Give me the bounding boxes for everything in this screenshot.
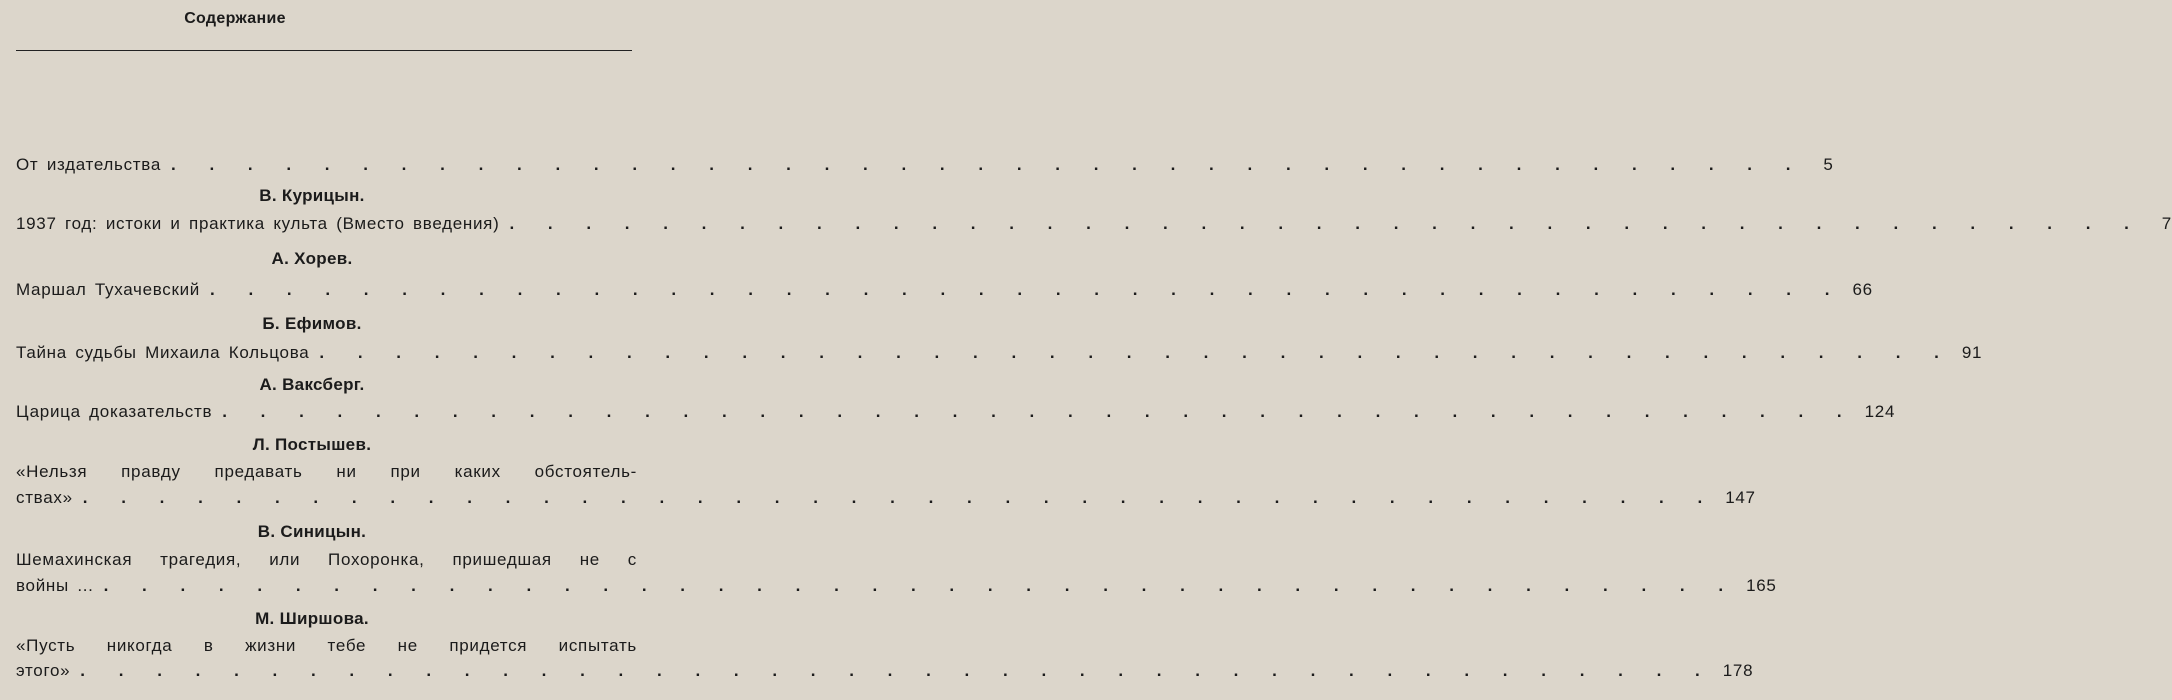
leader-dots: . . . . . . . . . . . . . . . . . . . . . . . . . . . . . . . . . . . . . . . . . . . [171, 155, 1804, 174]
leader-dots: . . . . . . . . . . . . . . . . . . . . . . . . . . . . . . . . . . . . . . . . . . . [509, 214, 2142, 233]
toc-entry [16, 214, 2172, 234]
entry-page: 124 [1864, 402, 1896, 421]
toc-entry [16, 661, 1754, 681]
entry-author: В. Курицын. [259, 186, 365, 205]
entry-title: ствах» [16, 488, 73, 507]
entry-author: М. Ширшова. [255, 609, 369, 628]
toc-entry [16, 488, 1756, 508]
entry-title: Тайна судьбы Михаила Кольцова [16, 343, 310, 362]
entry-page: 7 [2161, 214, 2172, 233]
entry-author: Б. Ефимов. [262, 314, 362, 333]
leader-dots: . . . . . . . . . . . . . . . . . . . . . . . . . . . . . . . . . . . . . . . . . . . [222, 402, 1855, 421]
entry-page: 147 [1725, 488, 1756, 507]
toc-entry [16, 343, 1983, 363]
entry-title-line: Шемахинская трагедия, или Похоронка, пришедшая не с [16, 550, 637, 569]
heading-rule [16, 50, 632, 51]
entry-title: От издательства [16, 155, 161, 174]
entry-page: 178 [1722, 661, 1754, 680]
entry-page: 66 [1852, 280, 1873, 299]
leader-dots: . . . . . . . . . . . . . . . . . . . . . . . . . . . . . . . . . . . . . . . . . . . [82, 488, 1716, 507]
entry-author: В. Синицын. [257, 522, 367, 541]
entry-title-line: «Нельзя правду предавать ни при каких обстоятель- [16, 462, 637, 481]
contents-heading: Содержание [184, 10, 286, 27]
entry-title: войны ... [16, 576, 94, 595]
entry-author: А. Хорев. [271, 249, 353, 268]
toc-entry [16, 576, 1777, 596]
entry-author: А. Ваксберг. [259, 375, 365, 394]
leader-dots: . . . . . . . . . . . . . . . . . . . . . . . . . . . . . . . . . . . . . . . . . . . [319, 343, 1952, 362]
entry-page: 165 [1746, 576, 1777, 595]
toc-entry [16, 155, 1834, 175]
entry-title: этого» [16, 661, 71, 680]
entry-author: Л. Постышев. [252, 435, 372, 454]
entry-title: Царица доказательств [16, 402, 213, 421]
toc-entry [16, 402, 1896, 422]
leader-dots: . . . . . . . . . . . . . . . . . . . . . . . . . . . . . . . . . . . . . . . . . . . [210, 280, 1843, 299]
toc-entry [16, 280, 1873, 300]
entry-title-line: «Пусть никогда в жизни тебе не придется испытать [16, 636, 637, 655]
leader-dots: . . . . . . . . . . . . . . . . . . . . . . . . . . . . . . . . . . . . . . . . . . . [103, 576, 1737, 595]
leader-dots: . . . . . . . . . . . . . . . . . . . . . . . . . . . . . . . . . . . . . . . . . . . [80, 661, 1713, 680]
entry-page: 91 [1961, 343, 1983, 362]
entry-page: 5 [1823, 155, 1834, 174]
entry-title: Маршал Тухачевский [16, 280, 200, 299]
entry-title: 1937 год: истоки и практика культа (Вместо введения) [16, 214, 500, 233]
